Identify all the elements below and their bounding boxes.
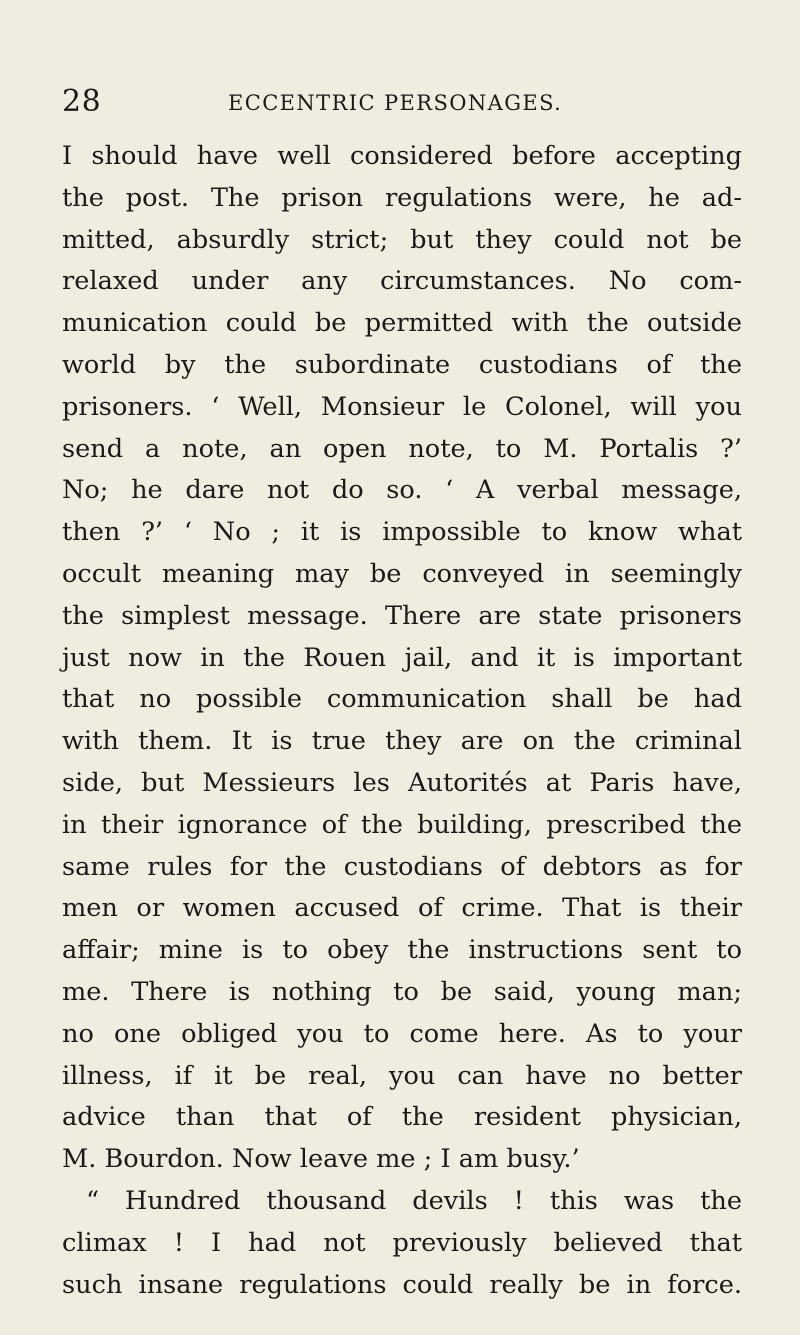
text-line: munication could be permitted with the outside: [62, 308, 742, 339]
running-title: ECCENTRIC PERSONAGES.: [228, 91, 563, 115]
text-line: me. There is nothing to be said, young man;: [62, 976, 742, 1007]
body-text: [62, 136, 742, 1306]
text-line: “ Hundred thousand devils ! this was the: [86, 1185, 742, 1216]
text-line: no one obliged you to come here. As to your: [62, 1018, 742, 1049]
text-line: send a note, an open note, to M. Portalis ?’: [62, 433, 742, 464]
text-line: M. Bourdon. Now leave me ; I am busy.’: [62, 1144, 580, 1175]
page-number: 28: [62, 84, 102, 119]
text-line: with them. It is true they are on the criminal: [62, 726, 742, 757]
text-line: relaxed under any circumstances. No com-: [62, 266, 742, 297]
text-line: advice than that of the resident physician,: [62, 1102, 742, 1133]
text-line: just now in the Rouen jail, and it is important: [62, 642, 742, 673]
text-line: men or women accused of crime. That is their: [62, 893, 742, 924]
text-line: occult meaning may be conveyed in seemingly: [62, 558, 742, 589]
text-line: the post. The prison regulations were, he ad-: [62, 182, 742, 213]
text-line: the simplest message. There are state prisoners: [62, 600, 742, 631]
text-line: world by the subordinate custodians of the: [62, 349, 742, 380]
text-line: climax ! I had not previously believed that: [62, 1227, 742, 1258]
text-line: in their ignorance of the building, prescribed the: [62, 809, 742, 840]
text-line: mitted, absurdly strict; but they could not be: [62, 224, 742, 255]
text-line: then ?’ ‘ No ; it is impossible to know what: [62, 517, 742, 548]
text-line: illness, if it be real, you can have no better: [62, 1060, 742, 1091]
text-line: same rules for the custodians of debtors as for: [62, 851, 742, 882]
text-line: that no possible communication shall be had: [62, 684, 742, 715]
text-line: I should have well considered before accepting: [62, 141, 742, 171]
text-line: affair; mine is to obey the instructions sent to: [62, 935, 742, 966]
text-line: No; he dare not do so. ‘ A verbal message,: [62, 475, 742, 506]
text-line: such insane regulations could really be in force.: [62, 1269, 742, 1300]
text-line: prisoners. ‘ Well, Monsieur le Colonel, will you: [62, 391, 742, 422]
text-line: side, but Messieurs les Autorités at Paris have,: [62, 767, 742, 798]
